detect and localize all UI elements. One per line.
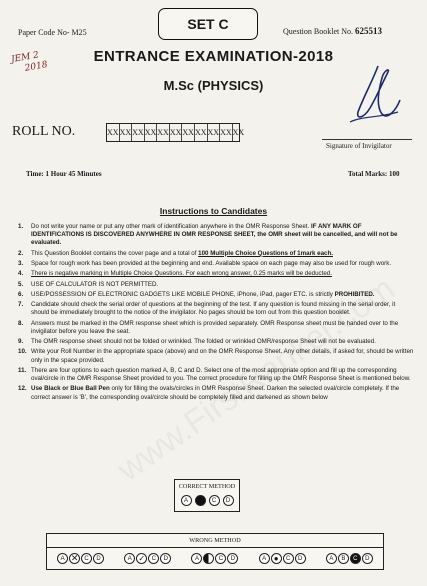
paper-code: Paper Code No- M25 [18,28,87,37]
instruction-item [18,281,414,289]
set-label: SET C [187,16,229,32]
wrong-method-title: WRONG METHOD [47,534,383,548]
answer-bubble: C [209,495,220,506]
wrong-method-examples [47,548,383,569]
roll-cell: XX [208,124,221,141]
instruction-text: There are four options to each question marked A, B, C and D. Select one of the most appropriate option and fill up the corresponding oval/circle in the OMR Response Sheet provided to you. The correct procedure for filling up the OMR Response Sheet is mentioned below. [31,366,411,383]
instruction-text: USE OF CALCULATOR IS NOT PERMITTED. [31,280,159,288]
signature-line [322,139,412,140]
roll-cell: XX [220,124,233,141]
instruction-item [18,270,414,278]
wrong-example-letter [326,553,373,564]
dot-mark-bubble: ● [271,553,282,564]
answer-bubble: D [223,495,234,506]
instruction-number: 5. [18,280,24,288]
roll-cell: XX [232,128,245,137]
instruction-item [18,338,414,346]
instruction-text: Candidate should check the serial order of questions at the beginning of the test. If any question is found missing in the serial order, it should be immediately brought to the notice of the invigilator. No pages should be torn out from this question booklet. [31,301,396,317]
instruction-emphasis: Use Black or Blue Ball Pen [31,385,110,393]
instruction-number: 9. [18,338,24,346]
instruction-number: 1. [18,223,24,230]
answer-bubble: A [191,553,202,564]
answer-bubble: C [215,553,226,564]
instruction-text: Space for rough work has been provided at the beginning and end. Available space on each page may also be used for rough work. [31,260,392,267]
wrong-example-cross [57,553,104,564]
instruction-number: 3. [18,260,24,267]
handwritten-note-line1: JEM 2 [10,50,40,66]
booklet-number [283,26,382,36]
roll-cell: XX [182,124,195,141]
booklet-value: 625513 [355,26,382,36]
roll-cell: XX [157,124,170,141]
letter-filled-bubble: C [350,553,361,564]
instruction-text: Write your Roll Number in the appropriate space (above) and on the OMR Response Sheet. Any other details, if asked for, should be written only in the space provided. [31,348,414,364]
answer-bubble: D [93,553,104,564]
correct-method-bubbles [175,491,239,511]
instruction-text: The OMR response sheet should not be folded or wrinkled. The folded or wrinkled OMR/response Sheet will not be evaluated. [31,338,376,346]
answer-bubble: D [295,553,306,564]
answer-bubble: A [259,553,270,564]
instruction-text: Do not write your name or put any other mark of identification anywhere in the OMR Response Sheet. [31,223,311,230]
instruction-number: 11. [18,366,27,374]
roll-number-label: ROLL NO. [12,124,76,139]
cross-mark-bubble: ✕ [70,553,79,563]
booklet-label: Question Booklet No. [283,27,353,36]
instruction-number: 4. [18,270,24,278]
instruction-item [18,291,414,299]
check-mark-bubble: ✓ [136,553,147,564]
instruction-number: 8. [18,319,24,327]
roll-cell: XX [107,124,120,141]
roll-cell: XX [132,124,145,141]
instruction-item [18,301,414,317]
correct-method-title: CORRECT METHOD [178,483,236,490]
handwritten-note-line2: 2018 [24,59,49,74]
answer-bubble: B [338,553,349,564]
total-marks: Total Marks: 100 [348,170,400,178]
half-filled-bubble [203,553,214,564]
wrong-example-half [191,553,238,564]
invigilator-signature [338,62,408,134]
instruction-text: This Question Booklet contains the cover page and a total of [31,249,199,257]
instruction-emphasis: 100 Multiple Choice Questions of 1mark each. [198,249,333,257]
wrong-example-check [124,553,171,564]
instruction-text: Answers must be marked in the OMR response sheet which is provided separately. OMR Response sheet must be handed over to the invigilator before you leave the seat. [31,319,399,335]
answer-bubble: D [227,553,238,564]
instruction-number: 7. [18,301,24,309]
answer-bubble: C [148,553,159,564]
instruction-number: 10. [18,348,27,356]
correct-method-box [174,479,240,512]
roll-cell: XX [170,124,183,141]
instruction-item [18,320,414,336]
exam-title: ENTRANCE EXAMINATION-2018 [93,48,334,65]
answer-bubble: A [57,553,68,564]
instruction-item [18,260,414,268]
wrong-example-dot [259,553,306,564]
instruction-item [18,385,414,401]
answer-bubble: D [160,553,171,564]
answer-bubble: D [362,553,373,564]
answer-bubble: A [124,553,135,564]
signature-label: Signature of Invigilator [326,142,392,150]
instruction-text: There is negative marking in Multiple Choice Questions. For each wrong answer, 0.25 marks will be deducted. [31,270,332,278]
instruction-number: 6. [18,290,24,298]
instruction-item [18,348,414,364]
instruction-emphasis: PROHIBITED. [334,290,375,298]
roll-cell: XX [120,124,133,141]
instruction-number: 12. [18,385,27,393]
answer-bubble: A [181,495,192,506]
instructions-title: Instructions to Candidates [159,206,268,216]
instruction-item [18,223,414,248]
answer-bubble: C [283,553,294,564]
exam-duration: Time: 1 Hour 45 Minutes [26,170,102,178]
instruction-item [18,367,414,383]
instruction-text: only for filling the ovals/circles in OMR Response Sheet. Darken the selected oval/circle completely. If the correct answer is 'B', the corresponding oval/circle should be completely filled and darkened as shown below [31,385,400,401]
wrong-method-box [46,533,384,570]
roll-cell: XX [195,124,208,141]
instruction-item [18,250,414,258]
instruction-text: USE/POSSESSION OF ELECTRONIC GADGETS LIKE MOBILE PHONE, iPhone, iPad, pager ETC. is strictly [31,290,335,298]
answer-bubble: A [326,553,337,564]
answer-bubble: C [81,553,92,564]
exam-subject: M.Sc (PHYSICS) [163,78,264,93]
answer-bubble-filled: B [195,495,206,506]
instructions-list [18,223,414,404]
set-label-box [158,8,258,40]
instruction-number: 2. [18,249,24,257]
roll-cell: XX [145,124,158,141]
roll-number-field[interactable] [106,123,245,142]
instruction-emphasis: IF ANY MARK OF IDENTIFICATIONS IS DISCOVERED ANYWHERE IN OMR RESPONSE SHEET, the OMR sheet will be cancelled, and will not be evaluated. [31,223,398,247]
